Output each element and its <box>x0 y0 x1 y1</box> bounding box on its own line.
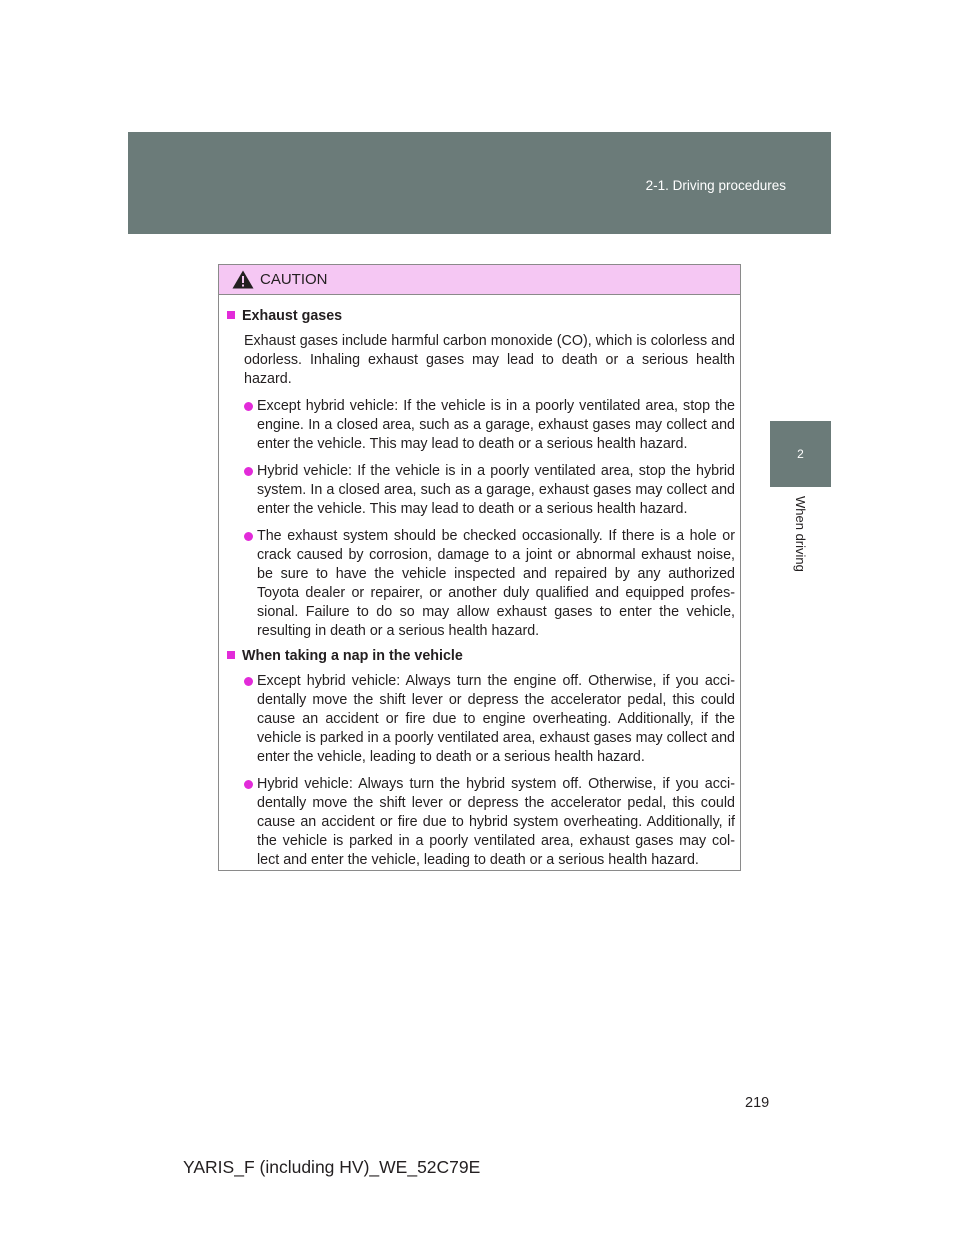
chapter-tab <box>770 421 831 487</box>
bullet-text: Except hybrid vehicle: If the vehicle is in a poorly ventilated area, stop the engine. In a closed area, such as a garage, exhaust gases may collect and enter the vehicle. This may lead to death or a serious health hazard. <box>257 398 735 452</box>
caution-header <box>219 265 740 295</box>
bullet-item <box>227 397 735 454</box>
caution-body <box>219 295 740 870</box>
bullet-text: Hybrid vehicle: If the vehicle is in a poorly ventilated area, stop the hybrid system. In a closed area, such as a garage, exhaust gases may collect and enter the vehicle. This may lead to death or a serious health hazard. <box>257 463 735 517</box>
bullet-item <box>227 672 735 767</box>
header-band <box>128 132 831 234</box>
caution-box <box>218 264 741 871</box>
intro-paragraph: Exhaust gases include harmful carbon monoxide (CO), which is colorless and odorless. Inhaling exhaust gases may lead to death or a serious health hazard. <box>244 333 735 387</box>
section-title: 2-1. Driving procedures <box>645 178 786 193</box>
page-number: 219 <box>745 1095 770 1111</box>
round-bullet-icon <box>244 780 253 789</box>
round-bullet-icon <box>244 677 253 686</box>
bullet-text: Except hybrid vehicle: Always turn the engine off. Otherwise, if you acci-dentally move the shift lever or depress the accelerator pedal, this could cause an accident or fire due to engine overheating. Additionally, if the vehicle is parked in a poorly ventilated area, exhaust gases may collect and enter the vehicle, leading to death or a serious health hazard. <box>257 673 735 765</box>
bullet-text: Hybrid vehicle: Always turn the hybrid system off. Otherwise, if you acci-dentally move the shift lever or depress the accelerator pedal, this could cause an accident or fire due to hybrid system overheating. Additionally, if the vehicle is parked in a poorly ventilated area, exhaust gases may col-lect and enter the vehicle, leading to death or a serious health hazard. <box>257 776 735 868</box>
chapter-number: 2 <box>797 447 804 461</box>
bullet-item <box>227 527 735 641</box>
bullet-text: The exhaust system should be checked occasionally. If there is a hole or crack caused by corrosion, damage to a joint or abnormal exhaust noise, be sure to have the vehicle inspected and repaired by any authorized Toyota dealer or repairer, or another duly qualified and equipped profes-sional. Failure to do so may allow exhaust gases to enter the vehicle, resulting in death or a serious health hazard. <box>257 528 735 639</box>
bullet-item <box>227 462 735 519</box>
topic-heading-text: When taking a nap in the vehicle <box>242 648 463 664</box>
topic-heading <box>227 307 735 326</box>
footer-code: YARIS_F (including HV)_WE_52C79E <box>183 1157 481 1177</box>
round-bullet-icon <box>244 467 253 476</box>
topic-heading-text: Exhaust gases <box>242 308 343 324</box>
caution-title: CAUTION <box>260 271 328 288</box>
chapter-label: When driving <box>793 496 808 572</box>
square-bullet-icon <box>227 311 235 319</box>
bullet-item <box>227 775 735 870</box>
round-bullet-icon <box>244 532 253 541</box>
square-bullet-icon <box>227 651 235 659</box>
warning-triangle-icon <box>232 270 254 289</box>
round-bullet-icon <box>244 402 253 411</box>
topic-heading <box>227 647 735 666</box>
